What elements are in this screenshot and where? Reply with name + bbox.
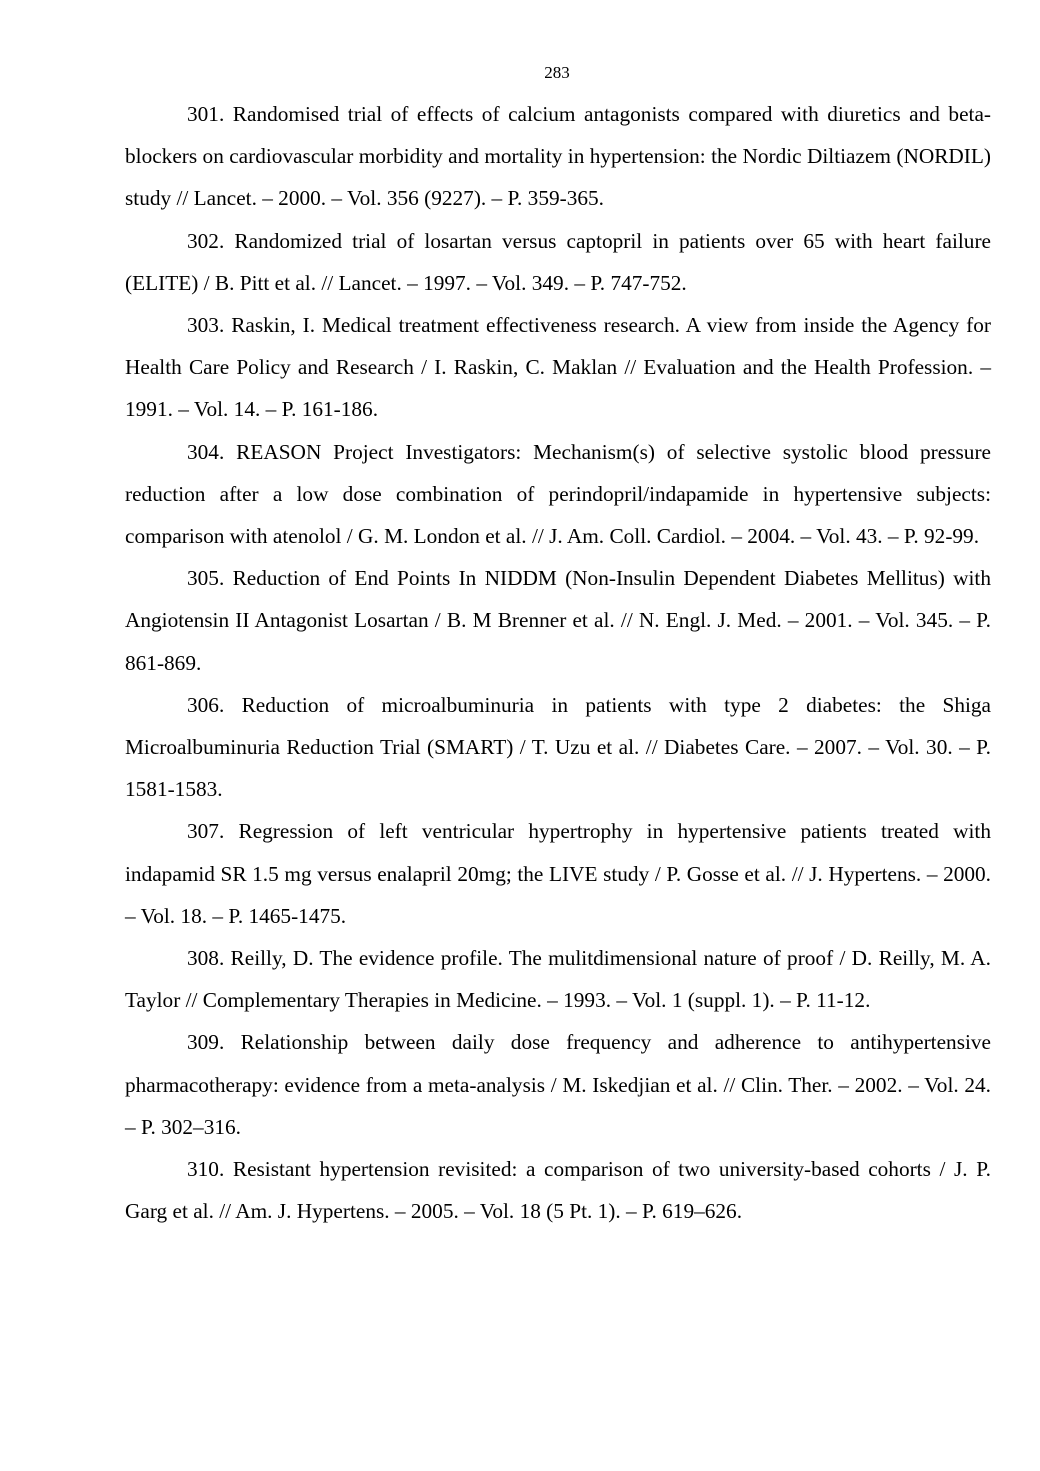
reference-item: 306. Reduction of microalbuminuria in patients with type 2 diabetes: the Shiga Microalbuminuria Reduction Trial (SMART) / T. Uzu et al. // Diabetes Care. – 2007. – Vol. 30. – P. 1581-1583.	[125, 692, 991, 802]
reference-item: 309. Relationship between daily dose frequency and adherence to antihypertensive pharmacotherapy: evidence from a meta-analysis / M. Iskedjian et al. // Clin. Ther. – 2002. – Vol. 24. – P. 302–316.	[125, 1030, 991, 1139]
reference-item: 307. Regression of left ventricular hypertrophy in hypertensive patients treated with indapamid SR 1.5 mg versus enalapril 20mg; the LIVE study / P. Gosse et al. // J. Hypertens. – 2000. – Vol. 18. – P. 1465-1475.	[125, 819, 991, 928]
reference-item: 305. Reduction of End Points In NIDDM (Non-Insulin Dependent Diabetes Mellitus) with Angiotensin II Antagonist Losartan / B. M Brenner et al. // N. Engl. J. Med. – 2001. – Vol. 345. – P. 861-869.	[125, 566, 991, 675]
reference-list	[125, 93, 991, 1232]
page-number: 283	[544, 63, 570, 82]
reference-item: 303. Raskin, I. Medical treatment effectiveness research. A view from inside the Agency for Health Care Policy and Research / I. Raskin, C. Maklan // Evaluation and the Health Profession. – 1991. – Vol. 14. – P. 161-186.	[125, 313, 991, 422]
reference-item: 304. REASON Project Investigators: Mechanism(s) of selective systolic blood pressure reduction after a low dose combination of perindopril/indapamide in hypertensive subjects: comparison with atenolol / G. M. London et al. // J. Am. Coll. Cardiol. – 2004. – Vol. 43. – P. 92-99.	[125, 439, 991, 549]
reference-item: 308. Reilly, D. The evidence profile. The mulitdimensional nature of proof / D. Reilly, M. A. Taylor // Complementary Therapies in Medicine. – 1993. – Vol. 1 (suppl. 1). – P. 11-12.	[125, 946, 991, 1013]
reference-item: 302. Randomized trial of losartan versus captopril in patients over 65 with heart failure (ELITE) / B. Pitt et al. // Lancet. – 1997. – Vol. 349. – P. 747-752.	[125, 228, 991, 295]
reference-item: 301. Randomised trial of effects of calcium antagonists compared with diuretics and beta-blockers on cardiovascular morbidity and mortality in hypertension: the Nordic Diltiazem (NORDIL) study // Lancet. – 2000. – Vol. 356 (9227). – P. 359-365.	[125, 102, 991, 211]
reference-item: 310. Resistant hypertension revisited: a comparison of two university-based cohorts / J. P. Garg et al. // Am. J. Hypertens. – 2005. – Vol. 18 (5 Pt. 1). – P. 619–626.	[125, 1157, 991, 1224]
